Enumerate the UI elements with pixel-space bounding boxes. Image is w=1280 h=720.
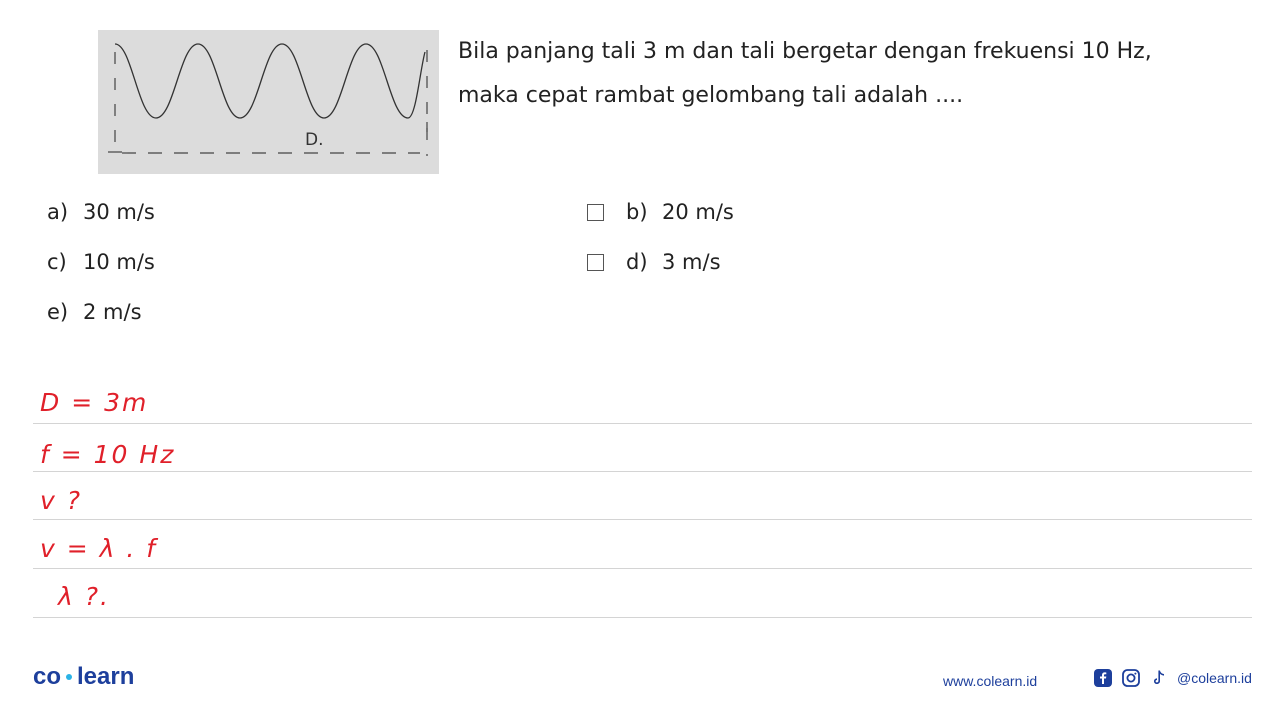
- option-d[interactable]: [587, 250, 721, 274]
- ruled-line: [33, 617, 1252, 618]
- figure-label: D.: [305, 130, 324, 150]
- instagram-icon[interactable]: [1121, 668, 1141, 688]
- option-b[interactable]: [587, 200, 734, 224]
- option-text: 3 m/s: [662, 250, 721, 274]
- handwritten-note: v ?: [40, 486, 83, 515]
- option-letter: c): [47, 250, 67, 274]
- option-text: 2 m/s: [83, 300, 142, 324]
- wave-figure: [98, 30, 439, 174]
- ruled-line: [33, 423, 1252, 424]
- handwritten-note: v = λ . f: [40, 534, 158, 563]
- option-letter: e): [47, 300, 69, 324]
- checkbox[interactable]: [587, 254, 604, 271]
- option-letter: d): [626, 250, 648, 274]
- handwritten-note: λ ?.: [58, 582, 110, 611]
- option-e[interactable]: [47, 300, 142, 324]
- handwritten-note: D = 3m: [40, 388, 149, 417]
- ruled-line: [33, 568, 1252, 569]
- option-a[interactable]: [47, 200, 155, 224]
- handwritten-note: f = 10 Hz: [40, 440, 176, 469]
- wave-diagram: [98, 30, 439, 174]
- option-text: 10 m/s: [83, 250, 155, 274]
- question-text: Bila panjang tali 3 m dan tali bergetar dengan frekuensi 10 Hz, maka cepat rambat gelombang tali adalah ....: [458, 39, 1152, 108]
- colearn-logo: [33, 663, 134, 691]
- option-c[interactable]: [47, 250, 155, 274]
- option-letter: a): [47, 200, 69, 224]
- option-text: 20 m/s: [662, 200, 734, 224]
- ruled-line: [33, 519, 1252, 520]
- website-link[interactable]: www.colearn.id: [943, 673, 1038, 689]
- logo-dot: [66, 674, 72, 680]
- logo-part: co: [33, 663, 62, 690]
- social-links: [1093, 668, 1252, 688]
- tiktok-icon[interactable]: [1149, 668, 1169, 688]
- logo-part: learn: [77, 663, 135, 690]
- option-text: 30 m/s: [83, 200, 155, 224]
- social-handle: @colearn.id: [1177, 670, 1252, 686]
- ruled-line: [33, 471, 1252, 472]
- option-letter: b): [626, 200, 648, 224]
- checkbox[interactable]: [587, 204, 604, 221]
- facebook-icon[interactable]: [1093, 668, 1113, 688]
